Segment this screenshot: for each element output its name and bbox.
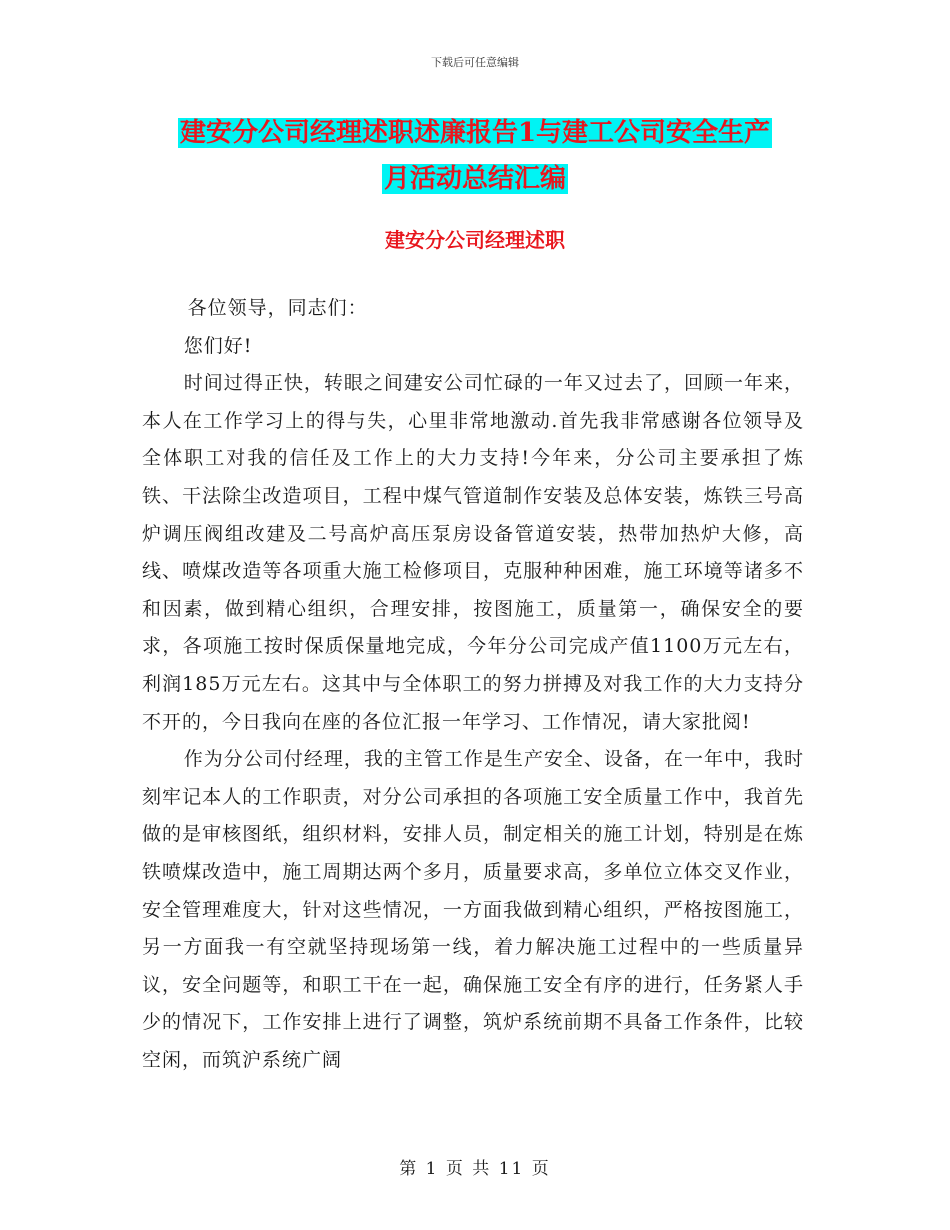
section-title: 建安分公司经理述职: [385, 228, 565, 252]
page-number: 第 1 页 共 11 页: [399, 1159, 551, 1179]
page-header-note: 下载后可任意编辑: [431, 56, 519, 69]
document-title-line-1: [0, 112, 950, 149]
title-highlight-2: 月活动总结汇编: [383, 164, 566, 194]
title-highlight-1: 建安分公司经理述职述廉报告1与建工公司安全生产: [179, 118, 771, 148]
greeting: 各位领导，同志们：: [187, 297, 368, 319]
document-title-line-2: [0, 158, 950, 195]
hello-line: 您们好!: [183, 334, 253, 357]
paragraph-2: 作为分公司付经理，我的主管工作是生产安全、设备，在一年中，我时刻牢记本人的工作职责，对分公司承担的各项施工安全质量工作中，我首先做的是审核图纸，组织材料，安排人员，制定相关的施工计划，特别是在炼铁喷煤改造中，施工周期达两个多月，质量要求高，多单位立体交叉作业，安全管理难度大，针对这些情况，一方面我做到精心组织，严格按图施工，另一方面我一有空就坚持现场第一线，着力解决施工过程中的一些质量异议，安全问题等，和职工干在一起，确保施工安全有序的进行，任务紧人手少的情况下，工作安排上进行了调整，筑炉系统前期不具备工作条件，比较空闲，而筑沪系统广阔: [142, 748, 804, 1071]
document-body: [142, 290, 804, 1079]
paragraph-1: 时间过得正快，转眼之间建安公司忙碌的一年又过去了，回顾一年来，本人在工作学习上的得与失，心里非常地激动.首先我非常感谢各位领导及全体职工对我的信任及工作上的大力支持!今年来，分公司主要承担了炼铁、干法除尘改造项目，工程中煤气管道制作安装及总体安装，炼铁三号高炉调压阀组改建及二号高炉高压泵房设备管道安装，热带加热炉大修，高线、喷煤改造等各项重大施工检修项目，克服种种困难，施工环境等诸多不和因素，做到精心组织，合理安排，按图施工，质量第一，确保安全的要求，各项施工按时保质保量地完成，今年分公司完成产值1100万元左右，利润185万元左右。这其中与全体职工的努力拼搏及对我工作的大力支持分不开的，今日我向在座的各位汇报一年学习、工作情况，请大家批阅!: [142, 372, 804, 733]
